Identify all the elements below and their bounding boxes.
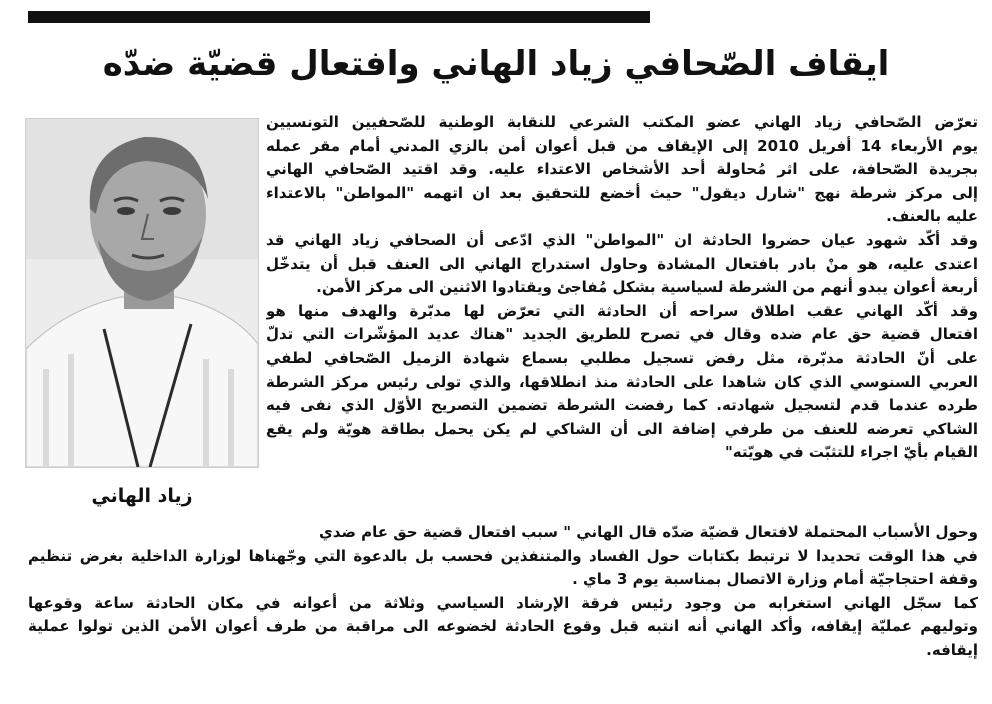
body-line: عليه بالعنف. [886, 207, 978, 226]
body-line: وقد أكّد شهود عيان حضروا الحادثة ان "المواطن" الذي ادّعى أن الصحافي زياد الهاني قد [266, 230, 978, 249]
body-line: افتعال قضية حق عام ضده وقال في تصرح للطريق الجديد "هناك عديد المؤشّرات التي تدلّ [266, 325, 978, 344]
photo-caption: زياد الهاني [91, 485, 193, 507]
body-line: على أنّ الحادثة مدبّرة، مثل رفض تسجيل مطلبي بسماع شهادة الزميل الصّحافي لطفي [266, 348, 978, 367]
body-line: كما سجّل الهاني استغرابه من وجود رئيس فرقة الإرشاد السياسي وثلاثة من أعوانه في مكان الحادثة ساعة وقوعها [28, 593, 978, 612]
body-line: إلى مركز شرطة نهج "شارل ديقول" حيث أخضع للتحقيق بعد ان اتهمه "المواطن" بالاعتداء [266, 183, 978, 202]
body-line: يوم الأربعاء 14 أفريل 2010 إلى الإيقاف من قبل أعوان أمن بالزي المدني أمام مقر عمله [266, 136, 978, 155]
body-line: إيقافه. [926, 640, 978, 659]
top-rule [28, 11, 650, 23]
body-line: في هذا الوقت تحديدا لا ترتبط بكتابات حول الفساد والمتنفذين فحسب بل بالدعوة التي وجّهناها لوزارة الداخلية بغرض تنظيم [28, 546, 978, 565]
body-line: وتوليهم عمليّة إيقافه، وأكد الهاني أنه انتبه قبل وقوع الحادثة لخضوعه الى مراقبة من طرف أعوان الأمن الذين تولوا عملية [28, 617, 978, 636]
headline: ايقاف الصّحافي زياد الهاني وافتعال قضيّة ضدّه [102, 44, 890, 84]
article-body-wide [28, 521, 978, 663]
body-line: القيام بأيّ اجراء للتثبّت في هويّته" [724, 443, 978, 462]
body-line: أربعة أعوان يبدو أنهم من الشرطة لسياسية بشكل مُفاجئ ويقتادوا الاثنين الى مركز الأمن. [316, 278, 978, 297]
body-line: بجريدة الصّحافة، على اثر مُحاولة أحد الأشخاص الاعتداء عليه. وقد اقتيد الصّحافي الهاني [266, 160, 978, 179]
body-line: طرده عندما قدم لتسجيل شهادته. كما رفضت الشرطة تضمين التصريح الأوّل الذي نفى فيه [266, 396, 978, 415]
body-line: وقفة احتجاجيّة أمام وزارة الاتصال بمناسبة يوم 3 ماي . [572, 570, 978, 589]
body-line: تعرّض الصّحافي زياد الهاني عضو المكتب الشرعي للنقابة الوطنية للصّحفيين التونسيين [266, 113, 978, 131]
body-line: وحول الأسباب المحتملة لافتعال قضيّة ضدّه قال الهاني " سبب افتعال قضية حق عام ضدي [319, 523, 978, 541]
body-line: وقد أكّد الهاني عقب اطلاق سراحه أن الحادثة التي تعرّض لها مدبّرة والهدف منها هو [266, 301, 978, 320]
body-line: الشاكي تعرضه للعنف من طرفي إضافة الى أن الشاكي لم يكن يحمل بطاقة هويّة ولم يقع [266, 419, 978, 438]
article-body-column [266, 111, 978, 465]
body-line: العربي السنوسي الذي كان شاهدا على الحادثة منذ انطلاقها، والذي تولى رئيس مركز الشرطة [266, 372, 978, 391]
portrait-photo [25, 118, 259, 468]
body-line: اعتدى عليه، هو منْ بادر بافتعال المشادة وحاول استدراج الهاني الى العنف قبل أن يتدخّل [266, 254, 978, 273]
